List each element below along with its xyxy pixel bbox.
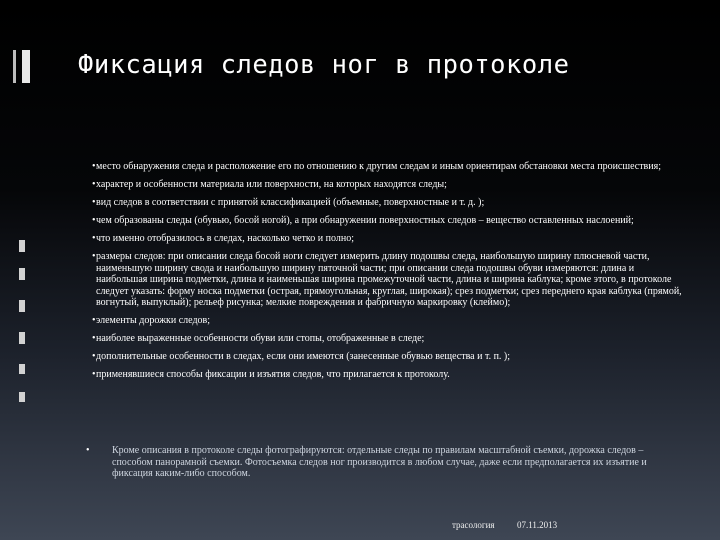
bullet-item	[86, 161, 686, 173]
decor-bar-thin	[13, 50, 16, 83]
bullet-text: вид следов в соответствии с принятой классификацией (объемные, поверхностные и т. д. );	[96, 197, 485, 208]
slide-title: Фиксация следов ног в протоколе	[78, 50, 570, 80]
bullet-text: чем образованы следы (обувью, босой ногой), а при обнаружении поверхностных следов – вещество оставленных наслоений;	[96, 215, 634, 226]
bullet-marker: •	[92, 197, 96, 208]
bullet-list	[86, 161, 686, 387]
decor-bar	[22, 50, 30, 83]
bullet-marker: •	[92, 233, 96, 244]
decor-mark	[19, 364, 25, 374]
bullet-marker: •	[92, 369, 96, 380]
bullet-item	[86, 233, 686, 245]
bullet-text: что именно отобразилось в следах, насколько четко и полно;	[96, 233, 354, 244]
bullet-text: дополнительные особенности в следах, если они имеются (занесенные обувью вещества и т. п. );	[96, 351, 511, 362]
bullet-item	[86, 215, 686, 227]
bullet-text: наиболее выраженные особенности обуви или стопы, отображенные в следе;	[96, 333, 425, 344]
bullet-marker: •	[92, 351, 96, 362]
bullet-marker: •	[92, 215, 96, 226]
bullet-text: элементы дорожки следов;	[96, 315, 211, 326]
bullet-marker: •	[92, 179, 96, 190]
bullet-marker: •	[92, 315, 96, 326]
decor-mark	[19, 300, 25, 312]
note-bullet-marker: •	[86, 445, 90, 456]
bullet-item	[86, 315, 686, 327]
decor-mark	[19, 332, 25, 344]
photo-note	[86, 445, 686, 480]
bullet-item	[86, 369, 686, 381]
bullet-text: место обнаружения следа и расположение его по отношению к другим следам и иным ориентирам обстановки места происшествия;	[96, 161, 662, 172]
bullet-marker: •	[92, 161, 96, 172]
bullet-text: размеры следов: при описании следа босой ноги следует измерить длину подошвы следа, наибольшую ширину плюсневой части, наименьшую ширину свода и наибольшую ширину пяточной части; при описании следа подошвы обуви измеряются: длина и наибольшая ширина подметки, длина и наименьшая ширина промежуточной части, длина и ширина каблука; кроме этого, в протоколе следует указать: форму носка подметки (острая, прямоугольная, круглая, широкая); срез подметки; срез переднего края каблука (прямой, вогнутый, выпуклый); рельеф рисунка; мелкие повреждения и фабричную маркировку (клеймо);	[96, 251, 682, 308]
bullet-text: характер и особенности материала или поверхности, на которых находятся следы;	[96, 179, 447, 190]
bullet-text: применявшиеся способы фиксации и изъятия следов, что прилагается к протоколу.	[96, 369, 450, 380]
bullet-item	[86, 197, 686, 209]
bullet-item	[86, 179, 686, 191]
bullet-item	[86, 333, 686, 345]
footer-date: 07.11.2013	[517, 520, 558, 530]
decor-mark	[19, 392, 25, 402]
bullet-item	[86, 251, 686, 309]
footer-subject: трасология	[452, 520, 495, 530]
bullet-marker: •	[92, 333, 96, 344]
decor-mark	[19, 240, 25, 252]
decor-mark	[19, 268, 25, 280]
bullet-marker: •	[92, 251, 96, 262]
bullet-item	[86, 351, 686, 363]
note-text: Кроме описания в протоколе следы фотографируются: отдельные следы по правилам масштабной съемки, дорожка следов – способом панорамной съемки. Фотосъемка следов ног производится в любом случае, даже если предполагается их изъятие и фиксация каким-либо способом.	[112, 445, 647, 479]
